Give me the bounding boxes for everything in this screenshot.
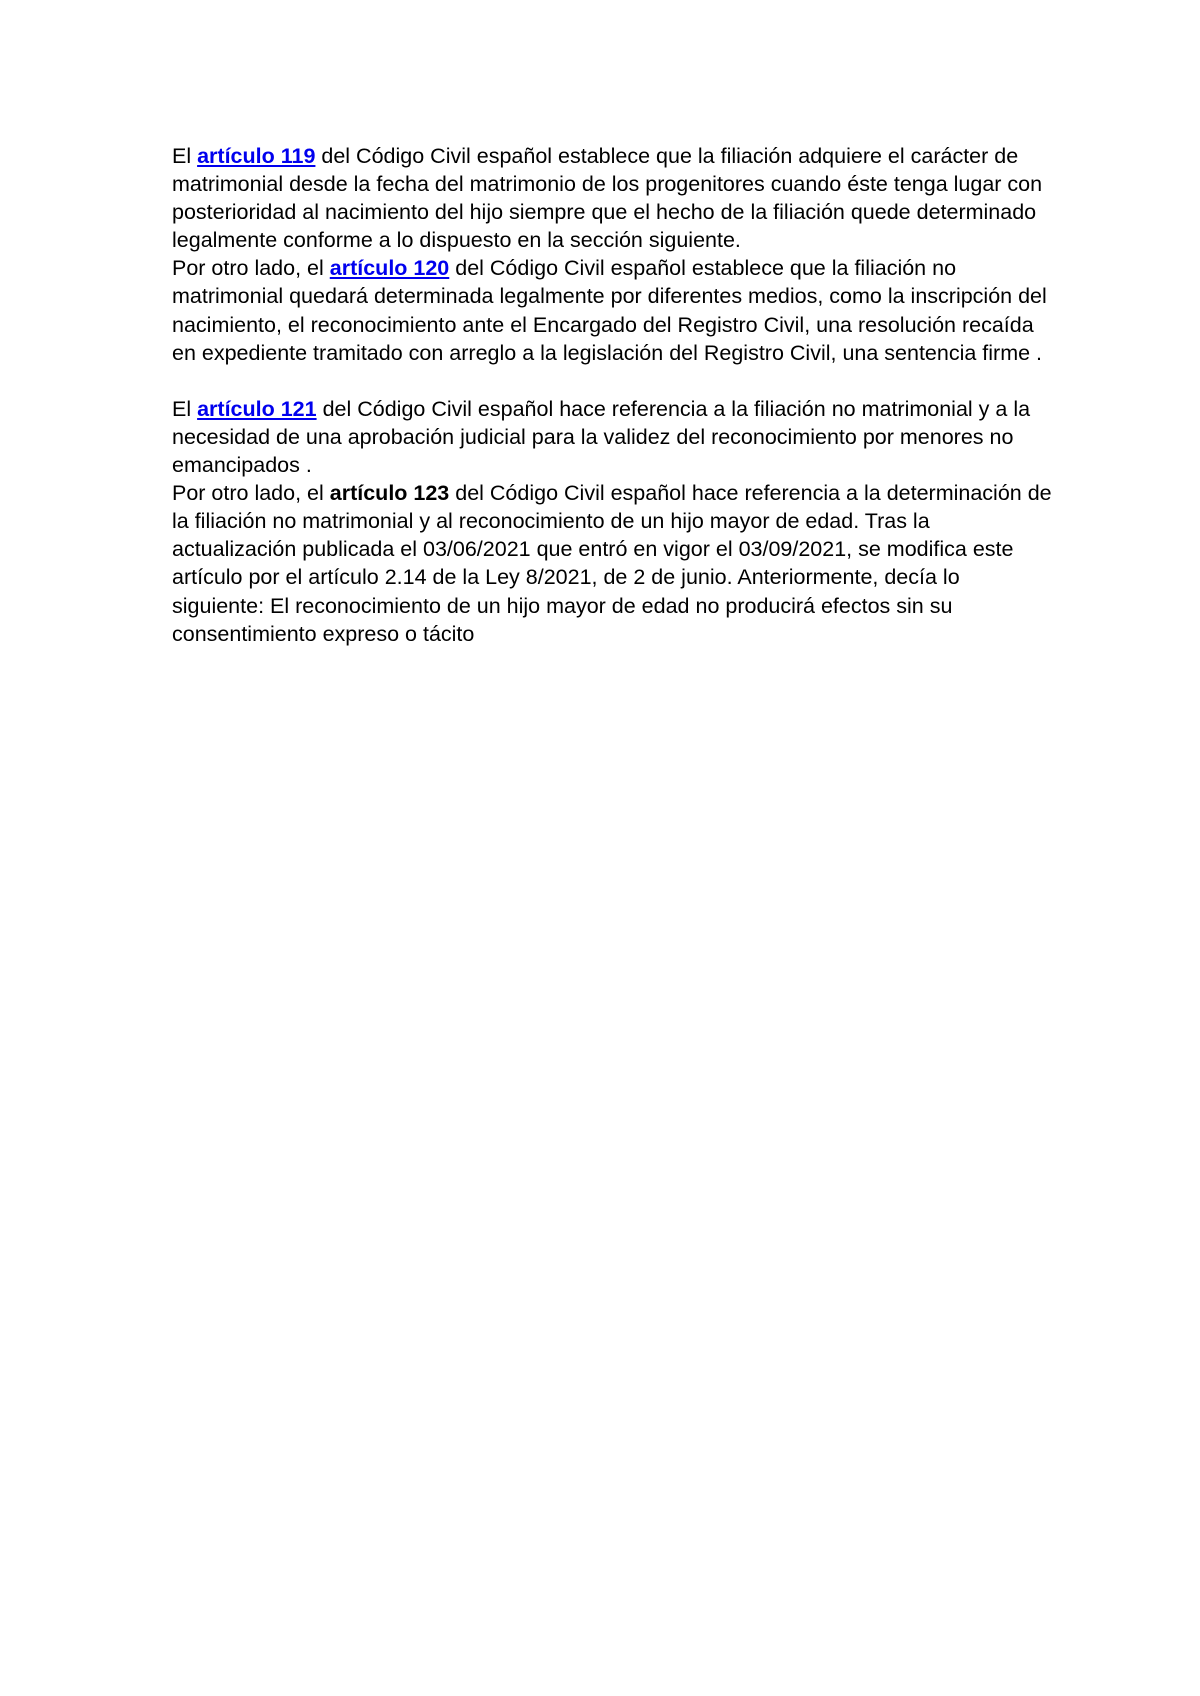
paragraph-spacer <box>172 367 1052 395</box>
paragraph-text: del Código Civil español establece que la filiación adquiere el carácter de matrimonial desde la fecha del matrimonio de los progenitores cuando éste tenga lugar con posterioridad al nacimiento del hijo siempre que el hecho de la filiación quede determinado legalmente conforme a lo dispuesto en la sección siguiente. <box>172 144 1043 253</box>
link-article-120[interactable]: artículo 120 <box>329 256 450 281</box>
paragraph-text: El <box>172 396 198 421</box>
paragraph-text: Por otro lado, el <box>172 481 330 506</box>
paragraph-text: del Código Civil español hace referencia a la filiación no matrimonial y a la necesidad de una aprobación judicial para la validez del reconocimiento por menores no emancipados . <box>172 396 1031 478</box>
paragraph-article-120 <box>172 254 1052 366</box>
link-article-119[interactable]: artículo 119 <box>197 144 316 168</box>
document-body <box>172 142 1052 648</box>
paragraph-article-123 <box>172 479 1052 648</box>
paragraph-text: del Código Civil español establece que la filiación no matrimonial quedará determinada legalmente por diferentes medios, como la inscripción del nacimiento, el reconocimiento ante el Encargado del Registro Civil, una resolución recaída en expediente tramitado con arreglo a la legislación del Registro Civil, una sentencia firme . <box>172 256 1047 365</box>
paragraph-text: Por otro lado, el <box>172 256 330 281</box>
paragraph-text: El <box>172 144 198 168</box>
paragraph-article-121 <box>172 395 1052 479</box>
link-article-121[interactable]: artículo 121 <box>197 396 317 421</box>
paragraph-article-119 <box>172 142 1052 254</box>
bold-article-123: artículo 123 <box>329 481 450 506</box>
paragraph-text: del Código Civil español hace referencia a la determinación de la filiación no matrimonial y al reconocimiento de un hijo mayor de edad. Tras la actualización publicada el 03/06/2021 que entró en vigor el 03/09/2021, se modifica este artículo por el artículo 2.14 de la Ley 8/2021, de 2 de junio. Anteriormente, decía lo siguiente: El reconocimiento de un hijo mayor de edad no producirá efectos sin su consentimiento expreso o tácito <box>172 481 1052 646</box>
